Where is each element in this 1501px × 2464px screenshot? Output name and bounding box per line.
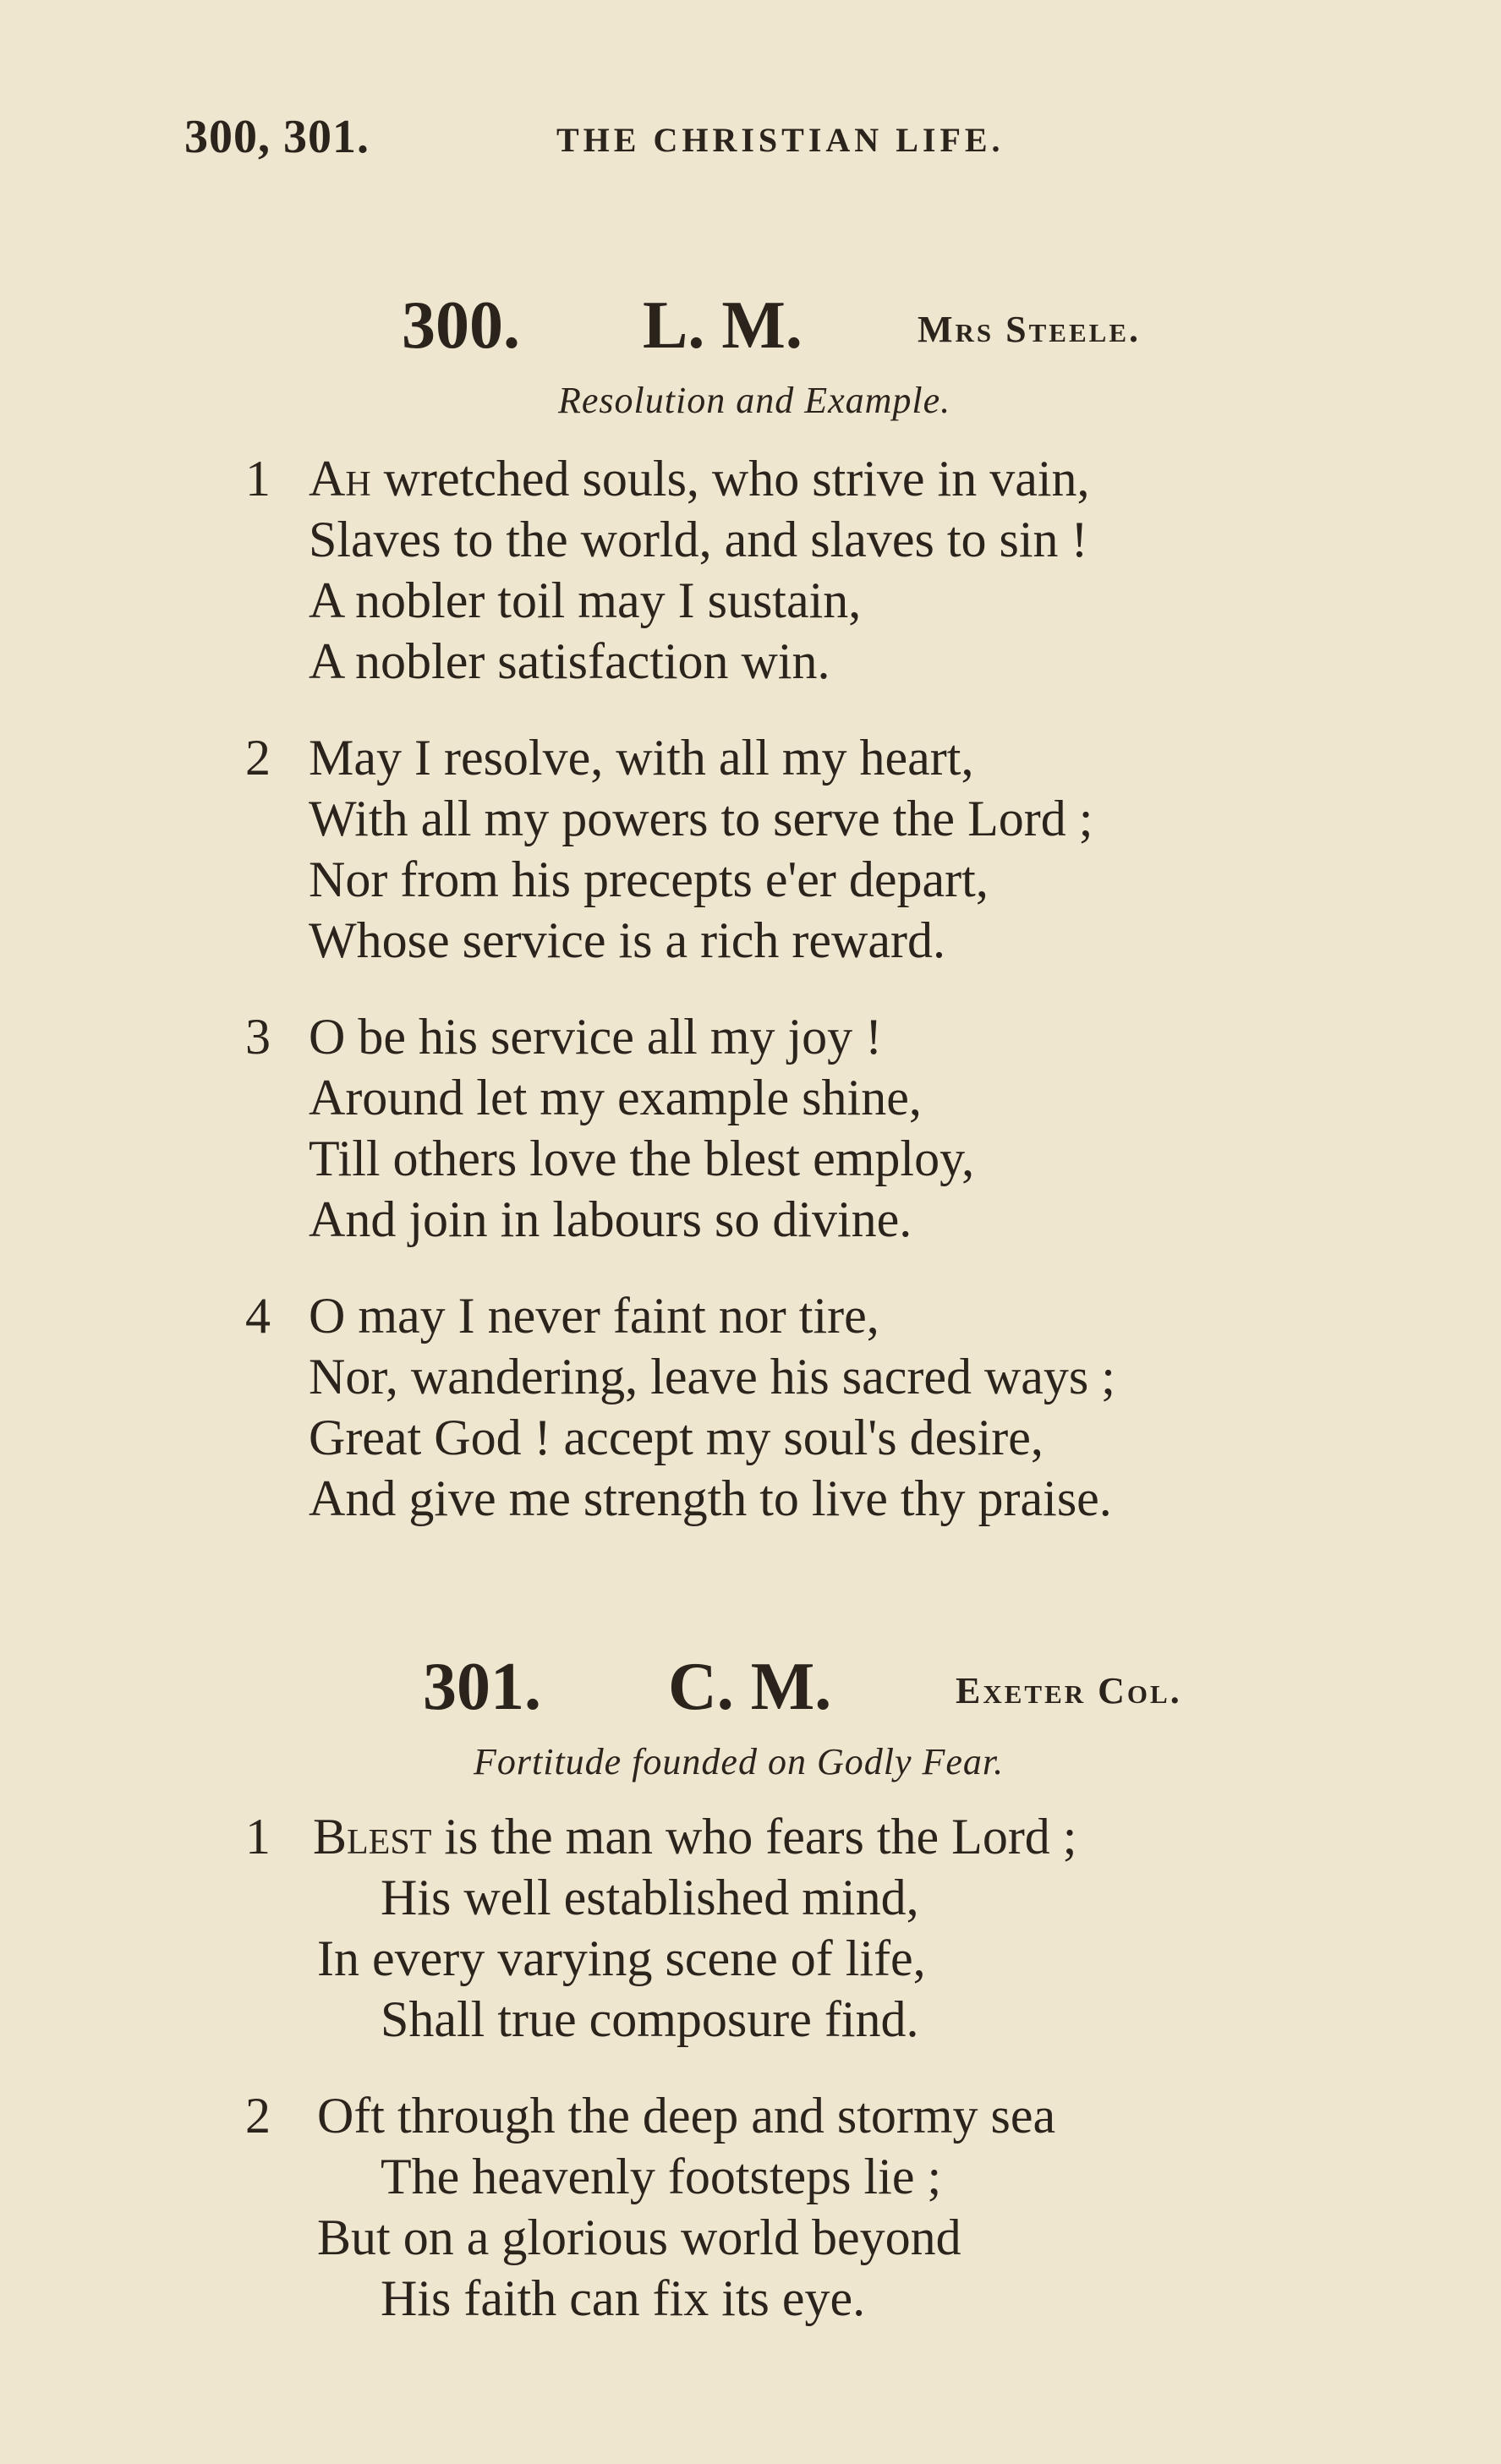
stanza-number: 1 <box>245 1809 271 1864</box>
verse-line: A nobler satisfaction win. <box>309 633 830 689</box>
first-word: Blest <box>313 1809 432 1864</box>
verse-line: Blest is the man who fears the Lord ; <box>313 1809 1077 1864</box>
hymn-300-heading <box>402 287 1501 364</box>
verse-line: Around let my example shine, <box>309 1070 922 1125</box>
verse-line: Great God ! accept my soul's desire, <box>309 1410 1044 1465</box>
hymn-meter: L. M. <box>643 288 803 363</box>
verse-line: His faith can fix its eye. <box>381 2270 866 2326</box>
hymn-number: 301. <box>423 1650 541 1724</box>
hymn-300-subtitle: Resolution and Example. <box>558 380 951 421</box>
verse-line: Nor, wandering, leave his sacred ways ; <box>309 1349 1115 1404</box>
running-head <box>184 110 1368 178</box>
verse-line: In every varying scene of life, <box>317 1930 926 1986</box>
hymn-301-subtitle: Fortitude founded on Godly Fear. <box>474 1741 1005 1782</box>
verse-line: And join in labours so divine. <box>309 1191 912 1247</box>
verse-line: But on a glorious world beyond <box>317 2209 961 2265</box>
verse-line: With all my powers to serve the Lord ; <box>309 791 1093 846</box>
page-numbers: 300, 301. <box>184 111 370 163</box>
stanza-number: 2 <box>245 730 271 786</box>
stanza-number: 2 <box>245 2088 271 2144</box>
verse-line: Slaves to the world, and slaves to sin ! <box>309 512 1088 567</box>
verse-line: O be his service all my joy ! <box>309 1009 883 1065</box>
stanza-number: 3 <box>245 1009 271 1065</box>
verse-line: Shall true composure find. <box>381 1991 919 2047</box>
verse-line: May I resolve, with all my heart, <box>309 730 974 786</box>
verse-line: O may I never faint nor tire, <box>309 1288 879 1344</box>
hymn-author: Exeter Col. <box>956 1670 1182 1711</box>
verse-line: And give me strength to live thy praise. <box>309 1470 1112 1526</box>
verse-line: Nor from his precepts e'er depart, <box>309 851 989 907</box>
hymn-301-heading <box>423 1649 1501 1725</box>
hymn-number: 300. <box>402 288 520 363</box>
verse-line: Whose service is a rich reward. <box>309 912 945 968</box>
first-word: Ah <box>309 451 371 506</box>
verse-line: A nobler toil may I sustain, <box>309 572 862 628</box>
running-title: THE CHRISTIAN LIFE. <box>556 121 1005 159</box>
verse-line: His well established mind, <box>381 1870 919 1925</box>
hymn-meter: C. M. <box>668 1650 832 1724</box>
stanza-number: 1 <box>245 451 271 506</box>
verse-line: Till others love the blest employ, <box>309 1131 975 1186</box>
verse-line: Oft through the deep and stormy sea <box>317 2088 1056 2144</box>
verse-line: Ah wretched souls, who strive in vain, <box>309 451 1090 506</box>
hymn-author: Mrs Steele. <box>918 309 1142 350</box>
verse-line: The heavenly footsteps lie ; <box>381 2149 942 2204</box>
stanza-number: 4 <box>245 1288 271 1344</box>
